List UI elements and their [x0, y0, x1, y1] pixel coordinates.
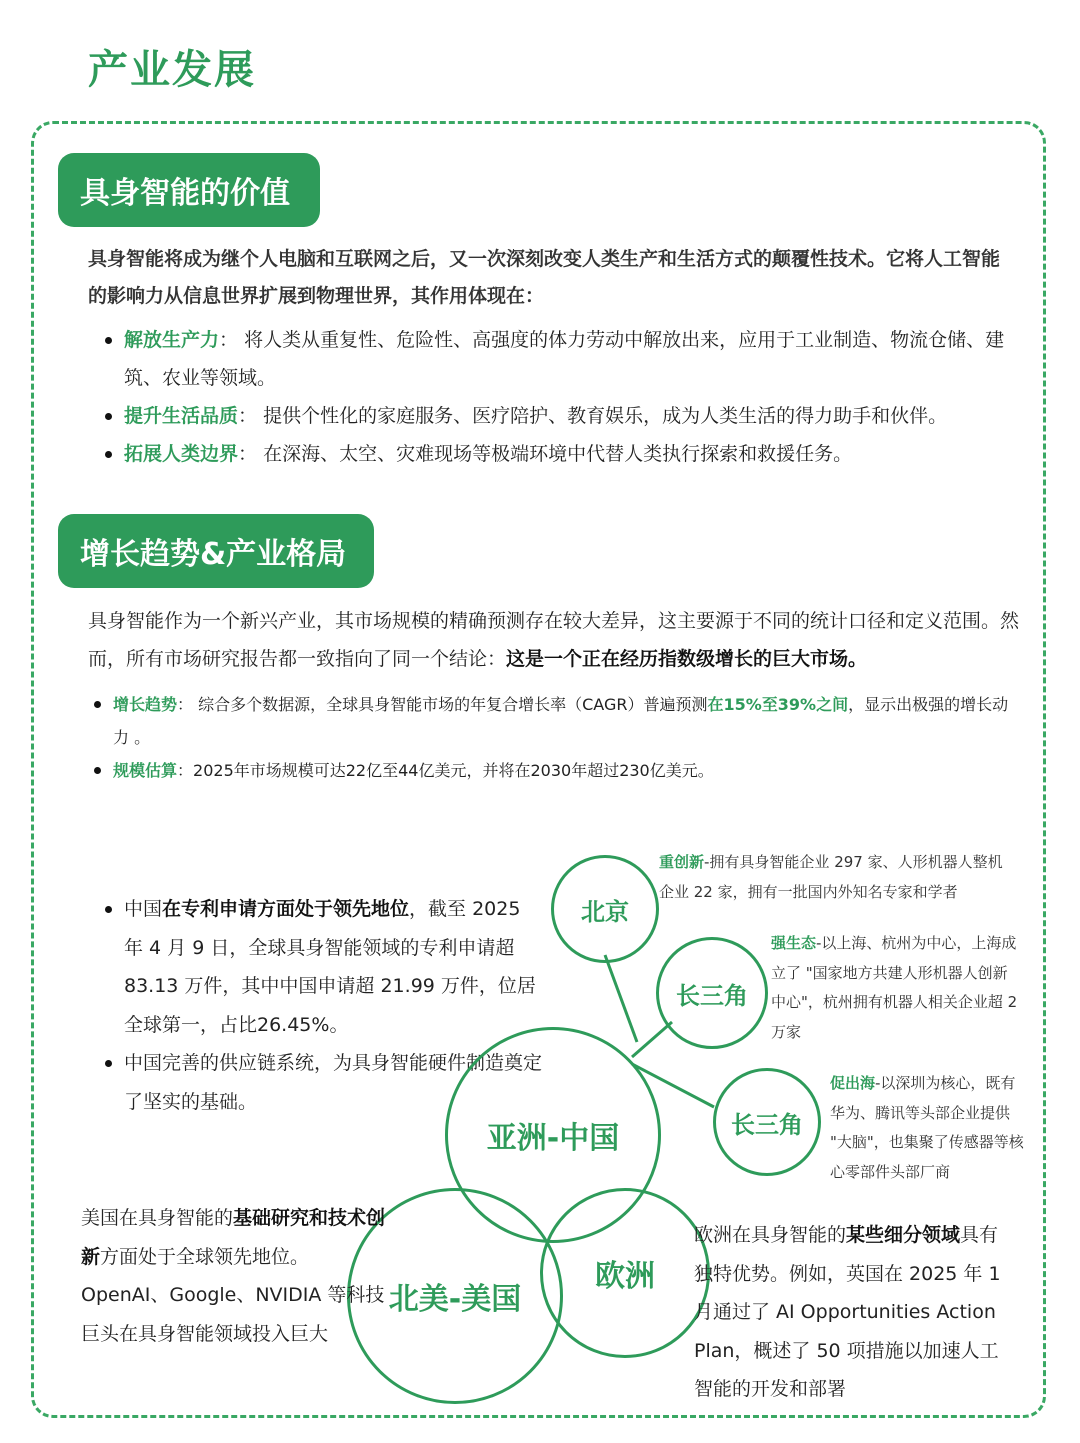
para-text: 具有独特优势。例如，英国在 2025 年 1 月通过了 AI Opportunities Action Plan，概述了 50 项措施以加速人工智能的开发和部署 [694, 1224, 1001, 1400]
para-emphasis: 某些细分领域 [846, 1224, 961, 1246]
circle-label-eu: 欧洲 [595, 1259, 655, 1294]
item-term: 增长趋势 [113, 695, 178, 714]
item-text: ，显示出极强的增长动力 。 [113, 695, 1009, 747]
connector-beijing [605, 955, 637, 1042]
item-text: 提供个性化的家庭服务、医疗陪护、教育娱乐，成为人类生活的得力助手和伙伴。 [263, 405, 948, 427]
growth-intro-text: 具身智能作为一个新兴产业，其市场规模的精确预测存在较大差异，这主要源于不同的统计口径和定义范围。然而，所有市场研究报告都一致指向了同一个结论： [88, 610, 1020, 670]
note-yrd [771, 929, 1021, 1047]
europe-paragraph [694, 1216, 1012, 1409]
item-sep: ： [238, 405, 258, 427]
note-text: -拥有具身智能企业 297 家、人形机器人整机企业 22 家，拥有一批国内外知名专家和学者 [659, 853, 1003, 901]
circle-europe [540, 1188, 710, 1358]
item-sep: ： [238, 443, 258, 465]
item-term: 拓展人类边界 [124, 443, 239, 465]
list-item [124, 890, 544, 1044]
para-text: 美国在具身智能的 [81, 1207, 234, 1229]
note-beijing [659, 848, 1014, 907]
connector-yrd [632, 1022, 672, 1057]
section-heading-growth: 增长趋势&产业格局 [58, 514, 374, 588]
item-sep: ： [177, 695, 194, 714]
note-text: -以深圳为核心，既有华为、腾讯等头部企业提供 "大脑"，也集聚了传感器等核心零部件头部厂商 [830, 1074, 1024, 1181]
item-term: 提升生活品质 [124, 405, 239, 427]
item-text: 在深海、太空、灾难现场等极端环境中代替人类执行探索和救援任务。 [263, 443, 853, 465]
circle-label-beijing: 北京 [581, 897, 629, 926]
usa-paragraph [81, 1199, 391, 1353]
item-sep: ： [219, 329, 239, 351]
item-emphasis: 在专利申请方面处于领先地位 [162, 898, 410, 920]
circle-label-na: 北美-美国 [388, 1282, 522, 1317]
para-text: 欧洲在具身智能的 [694, 1224, 847, 1246]
note-term: 重创新 [659, 853, 705, 871]
note-term: 强生态 [771, 934, 817, 952]
para-text: 方面处于全球领先地位。OpenAI、Google、NVIDIA 等科技巨头在具身智能领域投入巨大 [81, 1245, 385, 1345]
section-heading-value: 具身智能的价值 [58, 153, 320, 227]
circle-beijing [551, 855, 659, 963]
item-sep: ： [177, 761, 194, 780]
item-text: 综合多个数据源，全球具身智能市场的年复合增长率（CAGR）普遍预测 [198, 695, 708, 714]
item-text: 中国 [124, 898, 163, 920]
item-text: 中国完善的供应链系统，为具身智能硬件制造奠定了坚实的基础。 [124, 1052, 543, 1113]
circle-yrd [656, 937, 768, 1049]
note-prd [830, 1069, 1026, 1187]
circle-label-asia: 亚洲-中国 [486, 1121, 620, 1156]
item-highlight: 在15%至39%之间 [707, 695, 849, 714]
note-text: -以上海、杭州为中心，上海成立了 "国家地方共建人形机器人创新中心"，杭州拥有机器人相关企业超 2 万家 [771, 934, 1018, 1041]
item-text: 2025年市场规模可达22亿至44亿美元，并将在2030年超过230亿美元。 [193, 761, 714, 780]
growth-intro-emphasis: 这是一个正在经历指数级增长的巨大市场。 [506, 648, 868, 670]
page-title: 产业发展 [88, 47, 256, 93]
item-term: 规模估算 [113, 761, 178, 780]
item-text: ，截至 2025 年 4 月 9 日，全球具身智能领域的专利申请超 83.13 万件，其中中国申请超 21.99 万件，位居全球第一，占比26.45%。 [124, 898, 536, 1036]
item-term: 解放生产力 [124, 329, 220, 351]
para-emphasis: 基础研究和技术创新 [81, 1207, 386, 1268]
circle-label-prd: 长三角 [731, 1110, 803, 1139]
item-text: 将人类从重复性、危险性、高强度的体力劳动中解放出来，应用于工业制造、物流仓储、建筑、农业等领域。 [124, 329, 1005, 389]
value-intro: 具身智能将成为继个人电脑和互联网之后，又一次深刻改变人类生产和生活方式的颠覆性技术。它将人工智能的影响力从信息世界扩展到物理世界，其作用体现在： [88, 248, 1001, 307]
note-term: 促出海 [830, 1074, 876, 1092]
circle-prd [713, 1068, 821, 1176]
circle-label-yrd: 长三角 [676, 981, 748, 1010]
